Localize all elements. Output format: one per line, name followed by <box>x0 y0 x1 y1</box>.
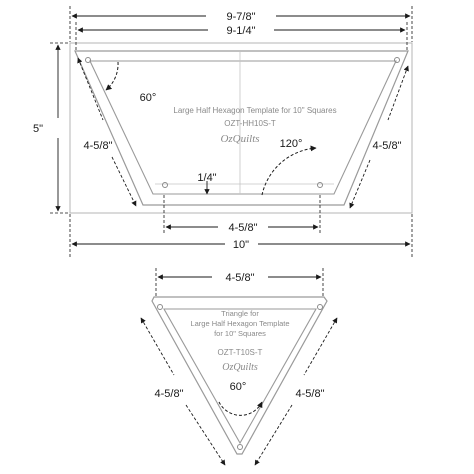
triangle-template-title-1: Triangle for <box>221 309 259 318</box>
dimension-bottom-width <box>164 195 320 235</box>
triangle-template <box>141 268 337 465</box>
angle-arc-60 <box>106 62 118 90</box>
triangle-template-title-2: Large Half Hexagon Template <box>190 319 290 328</box>
dimension-inner-width-label: 9-1/4" <box>226 25 256 37</box>
dimension-triangle-top <box>156 268 323 296</box>
registration-hole <box>395 58 400 63</box>
dimension-triangle-right-label: 4-5/8" <box>295 388 325 400</box>
registration-hole <box>318 183 323 188</box>
dimension-height-label: 5" <box>32 123 44 135</box>
angle-arc-60 <box>219 402 262 415</box>
hexagon-template-title: Large Half Hexagon Template for 10" Squares <box>173 106 337 115</box>
hexagon-template-code: OZT-HH10S-T <box>224 119 276 128</box>
dimension-left-side-label: 4-5/8" <box>83 140 113 152</box>
angle-label-60: 60° <box>139 92 157 104</box>
triangle-template-code: OZT-T10S-T <box>217 348 263 357</box>
dimension-triangle-left-label: 4-5/8" <box>154 388 184 400</box>
registration-hole <box>86 58 91 63</box>
brand-logo: OzQuilts <box>220 133 260 145</box>
dimension-triangle-right <box>255 318 337 465</box>
dimension-seam-label: 1/4" <box>197 172 217 184</box>
dimension-left-side <box>78 58 136 206</box>
angle-label-120: 120° <box>279 138 303 150</box>
angle-arc-120 <box>262 148 316 195</box>
dimension-base-width-label: 10" <box>232 239 250 251</box>
registration-hole <box>238 445 243 450</box>
dimension-seam <box>197 172 216 194</box>
dimension-inner-width <box>76 22 407 52</box>
dimension-outer-width-label: 9-7/8" <box>226 11 256 23</box>
registration-hole <box>318 305 323 310</box>
registration-hole <box>158 305 163 310</box>
dimension-triangle-top-label: 4-5/8" <box>225 272 255 284</box>
dimension-height <box>33 43 69 213</box>
triangle-template-title-3: for 10" Squares <box>214 329 266 338</box>
dimension-right-side-label: 4-5/8" <box>372 140 402 152</box>
brand-logo: OzQuilts <box>222 362 258 373</box>
dimension-base-width <box>70 214 412 258</box>
hexagon-outer-cut-line <box>75 51 408 205</box>
dimension-triangle-left <box>141 318 225 465</box>
half-hexagon-template <box>33 6 412 258</box>
dimension-right-side <box>350 66 408 208</box>
dimension-bottom-width-label: 4-5/8" <box>228 222 258 234</box>
registration-hole <box>163 183 168 188</box>
angle-label-60: 60° <box>229 381 247 393</box>
